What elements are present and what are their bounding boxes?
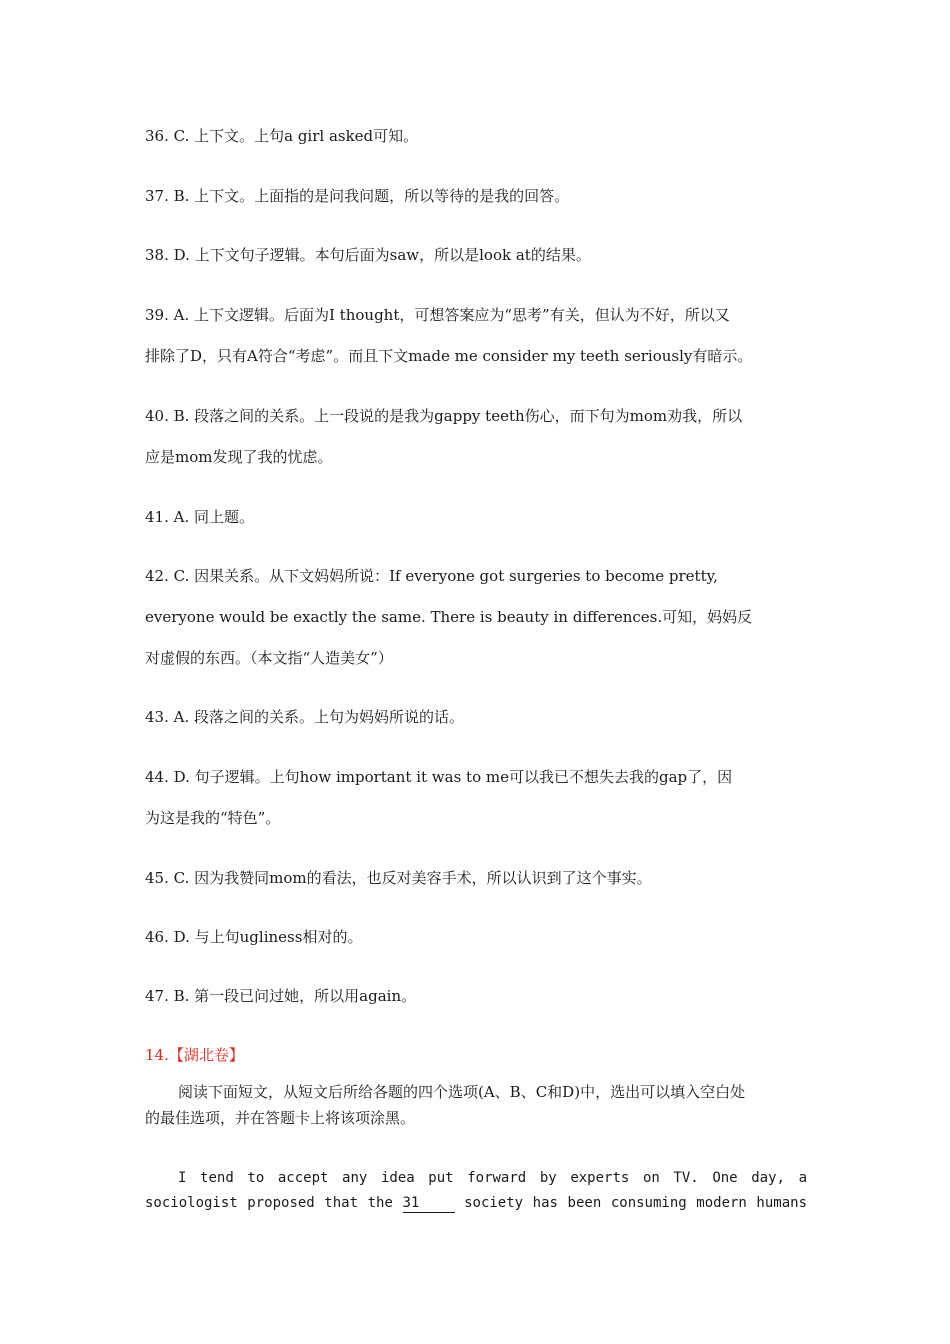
passage-line-2 <box>145 1193 807 1213</box>
section-heading: 14.【湖北卷】 <box>145 1046 244 1064</box>
answer-42-line-1: 42. C. 因果关系。从下文妈妈所说：If everyone got surgeries to become pretty, <box>145 567 718 585</box>
answer-42-line-2: everyone would be exactly the same. There is beauty in differences.可知，妈妈反 <box>145 608 753 626</box>
passage-text-before-blank: sociologist proposed that the <box>145 1195 393 1211</box>
instructions-line-1: 阅读下面短文，从短文后所给各题的四个选项(A、B、C和D)中，选出可以填入空白处 <box>178 1083 746 1101</box>
answer-43: 43. A. 段落之间的关系。上句为妈妈所说的话。 <box>145 708 464 726</box>
answer-36: 36. C. 上下文。上句a girl asked可知。 <box>145 127 419 145</box>
answer-39-line-1: 39. A. 上下文逻辑。后面为I thought，可想答案应为“思考”有关，但认为不好，所以又 <box>145 306 730 324</box>
answer-45: 45. C. 因为我赞同mom的看法，也反对美容手术，所以认识到了这个事实。 <box>145 869 652 887</box>
passage-text-after-blank: society has been consuming modern humans <box>464 1195 808 1211</box>
answer-37: 37. B. 上下文。上面指的是问我问题，所以等待的是我的回答。 <box>145 187 570 205</box>
answer-46: 46. D. 与上句ugliness相对的。 <box>145 928 363 946</box>
instructions-line-2: 的最佳选项，并在答题卡上将该项涂黑。 <box>145 1109 416 1127</box>
answer-40-line-1: 40. B. 段落之间的关系。上一段说的是我为gappy teeth伤心，而下句为mom劝我，所以 <box>145 407 743 425</box>
answer-41: 41. A. 同上题。 <box>145 508 254 526</box>
answer-47: 47. B. 第一段已问过她，所以用again。 <box>145 987 417 1005</box>
answer-44-line-1: 44. D. 句子逻辑。上句how important it was to me可以我已不想失去我的gap了，因 <box>145 768 733 786</box>
answer-42-line-3: 对虚假的东西。（本文指“人造美女”） <box>145 649 393 667</box>
answer-38: 38. D. 上下文句子逻辑。本句后面为saw，所以是look at的结果。 <box>145 246 591 264</box>
answer-44-line-2: 为这是我的“特色”。 <box>145 809 281 827</box>
answer-40-line-2: 应是mom发现了我的忧虑。 <box>145 448 333 466</box>
blank-31: 31 <box>403 1195 455 1213</box>
passage-line-1: I tend to accept any idea put forward by experts on TV. One day, a <box>178 1170 807 1186</box>
answer-39-line-2: 排除了D，只有A符合“考虑”。而且下文made me consider my teeth seriously有暗示。 <box>145 347 753 365</box>
